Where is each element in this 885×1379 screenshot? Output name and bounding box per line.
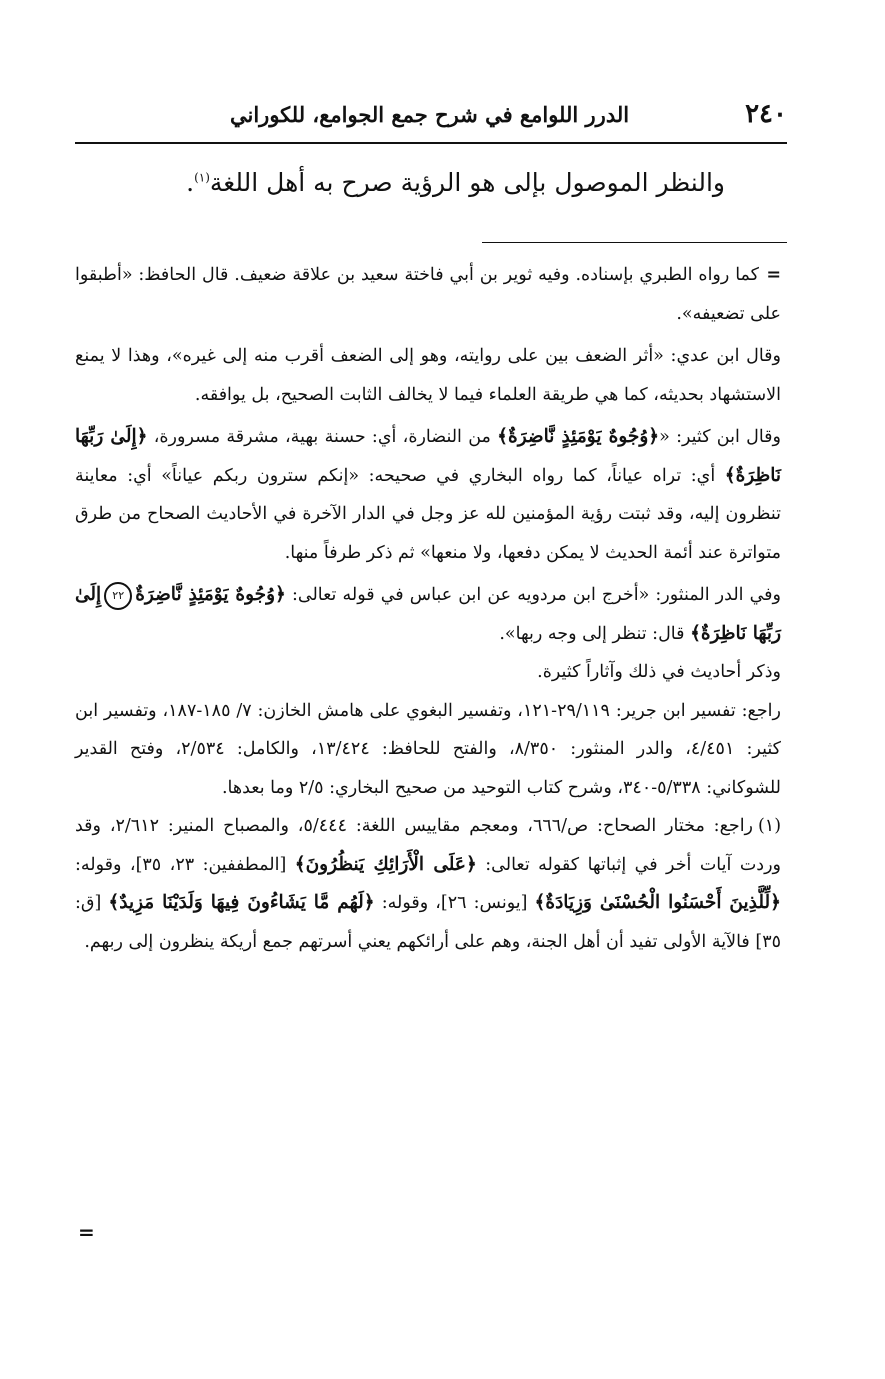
- footnote-text: من النضارة، أي: حسنة بهية، مشرقة مسرورة،: [147, 427, 498, 447]
- footnote-paragraph-4: [75, 576, 781, 653]
- footnote-separator: [482, 242, 787, 243]
- footnote-text: وذكر أحاديث في ذلك وآثاراً كثيرة.: [537, 662, 781, 682]
- footnote-paragraph-1: [75, 256, 781, 333]
- continuation-mark-end: =: [78, 1220, 95, 1244]
- footnote-text: راجع: مختار الصحاح: ص/٦٦٦، ومعجم مقاييس اللغة: ٥/٤٤٤، والمصباح المنير: ٢/٦١٢، وقد وردت آيات أخر في إثباتها كقوله تعالى:: [75, 816, 781, 875]
- footnote-paragraph-6: [75, 692, 781, 808]
- page-number: ٢٤٠: [745, 99, 787, 129]
- footnote-text: [يونس: ٢٦]، وقوله:: [374, 893, 535, 913]
- quran-verse: ﴿عَلَى الْأَرَائِكِ يَنظُرُونَ﴾: [294, 853, 477, 875]
- footnote-paragraph-3: [75, 418, 781, 572]
- footnote-text: وقال ابن عدي: «أثر الضعف بين على روايته، وهو إلى الضعف أقرب منه إلى غيره»، وهذا لا يمنع الاستشهاد بحديثه، كما هي طريقة العلماء فيما لا يخالف الثابت الصحيح، بل يوافقه.: [75, 346, 781, 405]
- quran-verse: إِلَىٰ رَبِّهَا نَاظِرَةٌ﴾: [75, 584, 781, 644]
- footnote-paragraph-2: [75, 337, 781, 414]
- page-header: [75, 96, 787, 132]
- footnote-paragraph-5: [75, 653, 781, 692]
- footnote-text: وفي الدر المنثور: «أخرج ابن مردويه عن ابن عباس في قوله تعالى:: [285, 585, 781, 605]
- running-title: الدرر اللوامع في شرح جمع الجوامع، للكوراني: [230, 101, 630, 127]
- footnote-text: أي: تراه عياناً، كما رواه البخاري في صحيحه: «إنكم سترون ربكم عياناً» أي: معاينة تنظرون إليه، وقد ثبتت رؤية المؤمنين لله عز وجل في الدار الآخرة في الأحاديث الصحاح من طرق متواترة عند أئمة الحديث لا يمكن دفعها، ولا منعها» ثم ذكر طرفاً منها.: [75, 465, 781, 563]
- main-sentence-end: .: [186, 168, 195, 197]
- continuation-mark: =: [766, 265, 781, 285]
- footnote-number: (١): [757, 816, 782, 836]
- footnote-text: راجع: تفسير ابن جرير: ٢٩/١١٩-١٢١، وتفسير البغوي على هامش الخازن: ٧/ ١٨٥-١٨٧، وتفسير ابن كثير: ٤/٤٥١، والدر المنثور: ٨/٣٥٠، والفتح للحافظ: ١٣/٤٢٤، والكامل: ٢/٥٣٤، وفتح القدير للشوكاني: ٥/٣٣٨-٣٤٠، وشرح كتاب التوحيد من صحيح البخاري: ٢/٥ وما بعدها.: [75, 700, 781, 798]
- footnote-1: [75, 807, 781, 961]
- header-rule: [75, 142, 787, 144]
- main-text: [75, 160, 725, 206]
- footnote-reference: (١): [194, 170, 210, 185]
- quran-verse: ﴿لِّلَّذِينَ أَحْسَنُوا الْحُسْنَىٰ وَزِيَادَةٌ﴾: [534, 892, 781, 913]
- footnote-text: [ق: ٣٥] فالآية الأولى تفيد أن أهل الجنة، وهم على أرائكهم يعني أسرتهم جمع أريكة ينظرون إلى ربهم.: [75, 893, 781, 952]
- main-sentence: والنظر الموصول بإلى هو الرؤية صرح به أهل اللغة: [209, 168, 725, 197]
- quran-verse: ﴿وُجُوهٌ يَوْمَئِذٍ نَّاضِرَةٌ﴾: [497, 426, 660, 447]
- quran-verse: ﴿إِلَىٰ رَبِّهَا نَاظِرَةٌ﴾: [75, 426, 781, 486]
- footnote-text: قال: تنظر إلى وجه ربها».: [499, 623, 691, 644]
- footnote-text: كما رواه الطبري بإسناده. وفيه ثوير بن أبي فاختة سعيد بن علاقة ضعيف. قال الحافظ: «أطبقوا على تضعيفه».: [75, 265, 781, 324]
- quran-verse: ﴿وُجُوهٌ يَوْمَئِذٍ نَّاضِرَةٌ: [135, 584, 286, 605]
- footnotes: [75, 256, 781, 961]
- ayah-number-icon: ٢٢: [104, 582, 132, 610]
- quran-verse: ﴿لَهُم مَّا يَشَاءُونَ فِيهَا وَلَدَيْنَا مَزِيدٌ﴾: [108, 892, 375, 913]
- footnote-text: [المطففين: ٢٣، ٣٥]، وقوله:: [75, 854, 295, 875]
- footnote-text: وقال ابن كثير: «: [659, 427, 781, 447]
